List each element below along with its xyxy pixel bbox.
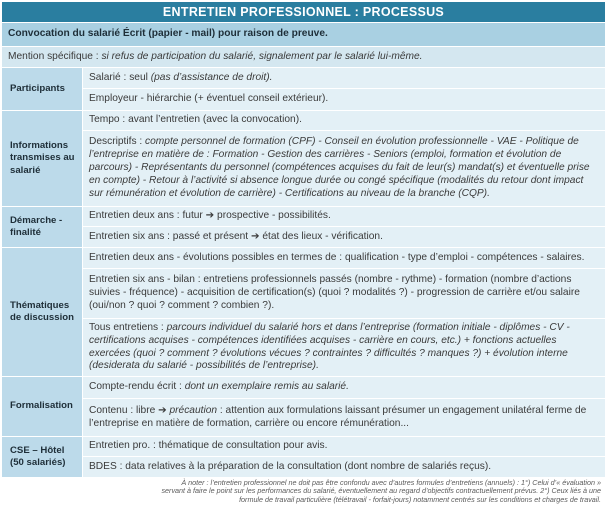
- demarche-row-two-years: [83, 207, 605, 226]
- formalisation-contenu-label: Contenu : libre ➔: [89, 404, 170, 416]
- thematiques-two-years-text: Entretien deux ans - évolutions possibles en termes de : qualification - type d’emploi - compétences - salaires.: [89, 251, 585, 263]
- thematiques-label: Thématiques de discussion: [2, 248, 82, 376]
- formalisation-contenu-text: [89, 405, 599, 431]
- thematiques-row-all: [83, 319, 605, 376]
- convocation-row: [2, 23, 605, 46]
- participants-label: Participants: [2, 68, 82, 110]
- participants-row-employer: [83, 89, 605, 110]
- mention-label: Mention spécifique :: [8, 50, 102, 62]
- mention-detail: si refus de participation du salarié, signalement par le salarié lui-même.: [101, 50, 423, 62]
- informations-tempo-text: Tempo : avant l’entretien (avec la convocation).: [89, 114, 302, 126]
- formalisation-compte-rendu-detail: dont un exemplaire remis au salarié.: [184, 381, 349, 393]
- thematiques-row-six-years: [83, 269, 605, 318]
- informations-descriptifs-label: Descriptifs :: [89, 136, 146, 148]
- thematiques-all-text: [89, 322, 599, 374]
- formalisation-row-contenu: [83, 399, 605, 436]
- demarche-row-six-years: [83, 227, 605, 247]
- formalisation-contenu-detail: : attention aux formulations laissant présumer un engagement unilatéral ferme de l’entreprise en matière de formation, carrière ou encore rémunération...: [89, 404, 587, 429]
- thematiques-row-two-years: [83, 248, 605, 268]
- participants-employee-text: [89, 72, 272, 85]
- informations-descriptifs-text: [89, 136, 599, 201]
- formalisation-compte-rendu-label: Compte-rendu écrit :: [89, 381, 185, 393]
- cse-row-bdes: [83, 457, 605, 477]
- participants-employer-text: Employeur - hiérarchie (+ éventuel conseil extérieur).: [89, 93, 329, 105]
- informations-row-tempo: [83, 111, 605, 130]
- thematiques-six-years-text: Entretien six ans - bilan : entretiens professionnels passés (nombre - rythme) - formation (nombre d’actions suivies - fréquence) - acquisition de certification(s) (quoi ? modalités ?) - progression de carrière et/ou salaire (oui/non ? quoi ? comment ? combien ?).: [89, 274, 580, 311]
- thematiques-all-detail: parcours individuel du salarié hors et dans l’entreprise (formation initiale - diplômes - CV - certifications acquises - compétences identifiées acquises - carrière en cours, etc.) + fonctions actuelles exercées (quoi ? comment ? évolutions vécues ? contraintes ? difficultés ? manques ?) + évolution interne (desiderata du salarié - possibilités de l’entreprise).: [89, 321, 570, 372]
- participants-employee-note: (pas d’assistance de droit).: [150, 71, 273, 83]
- informations-row-descriptifs: [83, 131, 605, 206]
- informations-descriptifs-detail: compte personnel de formation (CPF) - Conseil en évolution professionnelle - VAE - Politique de l’entreprise en matière de : Formation - Gestion des carrières - Seniors (emploi, formation et évolution de parcours) - Représentants du personnel (compétences acquises du fait de leur(s) mandat(s) et éventuelle prise en compte) - Retour à l’activité si absence longue durée ou congé spécifique (modalités du retour dont impact sur rémunération et évolution de carrière) - Certifications au niveau de la branche (CQP).: [89, 136, 590, 199]
- cse-row-entretien: [83, 437, 605, 456]
- informations-label: Informations transmises au salarié: [2, 111, 82, 206]
- formalisation-compte-rendu-text: [89, 381, 349, 394]
- formalisation-precaution: précaution: [169, 404, 218, 416]
- mention-row: [2, 47, 605, 67]
- formalisation-row-compte-rendu: [83, 377, 605, 398]
- table-title: ENTRETIEN PROFESSIONNEL : PROCESSUS: [2, 2, 605, 22]
- demarche-six-years-text: Entretien six ans : passé et présent ➔ état des lieux - vérification.: [89, 230, 383, 242]
- cse-label: CSE – Hôtel (50 salariés): [2, 437, 82, 477]
- participants-employee-label: Salarié : seul: [89, 71, 151, 83]
- demarche-two-years-text: Entretien deux ans : futur ➔ prospective - possibilités.: [89, 210, 331, 222]
- participants-row-employee: [83, 68, 605, 88]
- convocation-text: Convocation du salarié Écrit (papier - mail) pour raison de preuve.: [8, 28, 328, 40]
- demarche-label: Démarche - finalité: [2, 207, 82, 247]
- footnote: À noter : l’entretien professionnel ne doit pas être confondu avec d’autres formules d’entretiens (annuels) : 1°) Celui d’« évaluation » servant à faire le point sur les performances du salarié, éventuellement au regard d’objectifs contractuellement prévus. 2°) Ceux liés à une formule de travail particulière (télétravail - forfait-jours) notamment centrés sur les conditions et charges de travail.: [161, 478, 601, 504]
- cse-entretien-text: Entretien pro. : thématique de consultation pour avis.: [89, 440, 328, 452]
- cse-bdes-text: BDES : data relatives à la préparation de la consultation (dont nombre de salariés reçus).: [89, 460, 492, 472]
- mention-text: [8, 51, 423, 64]
- formalisation-label: Formalisation: [2, 377, 82, 436]
- thematiques-all-label: Tous entretiens :: [89, 321, 167, 333]
